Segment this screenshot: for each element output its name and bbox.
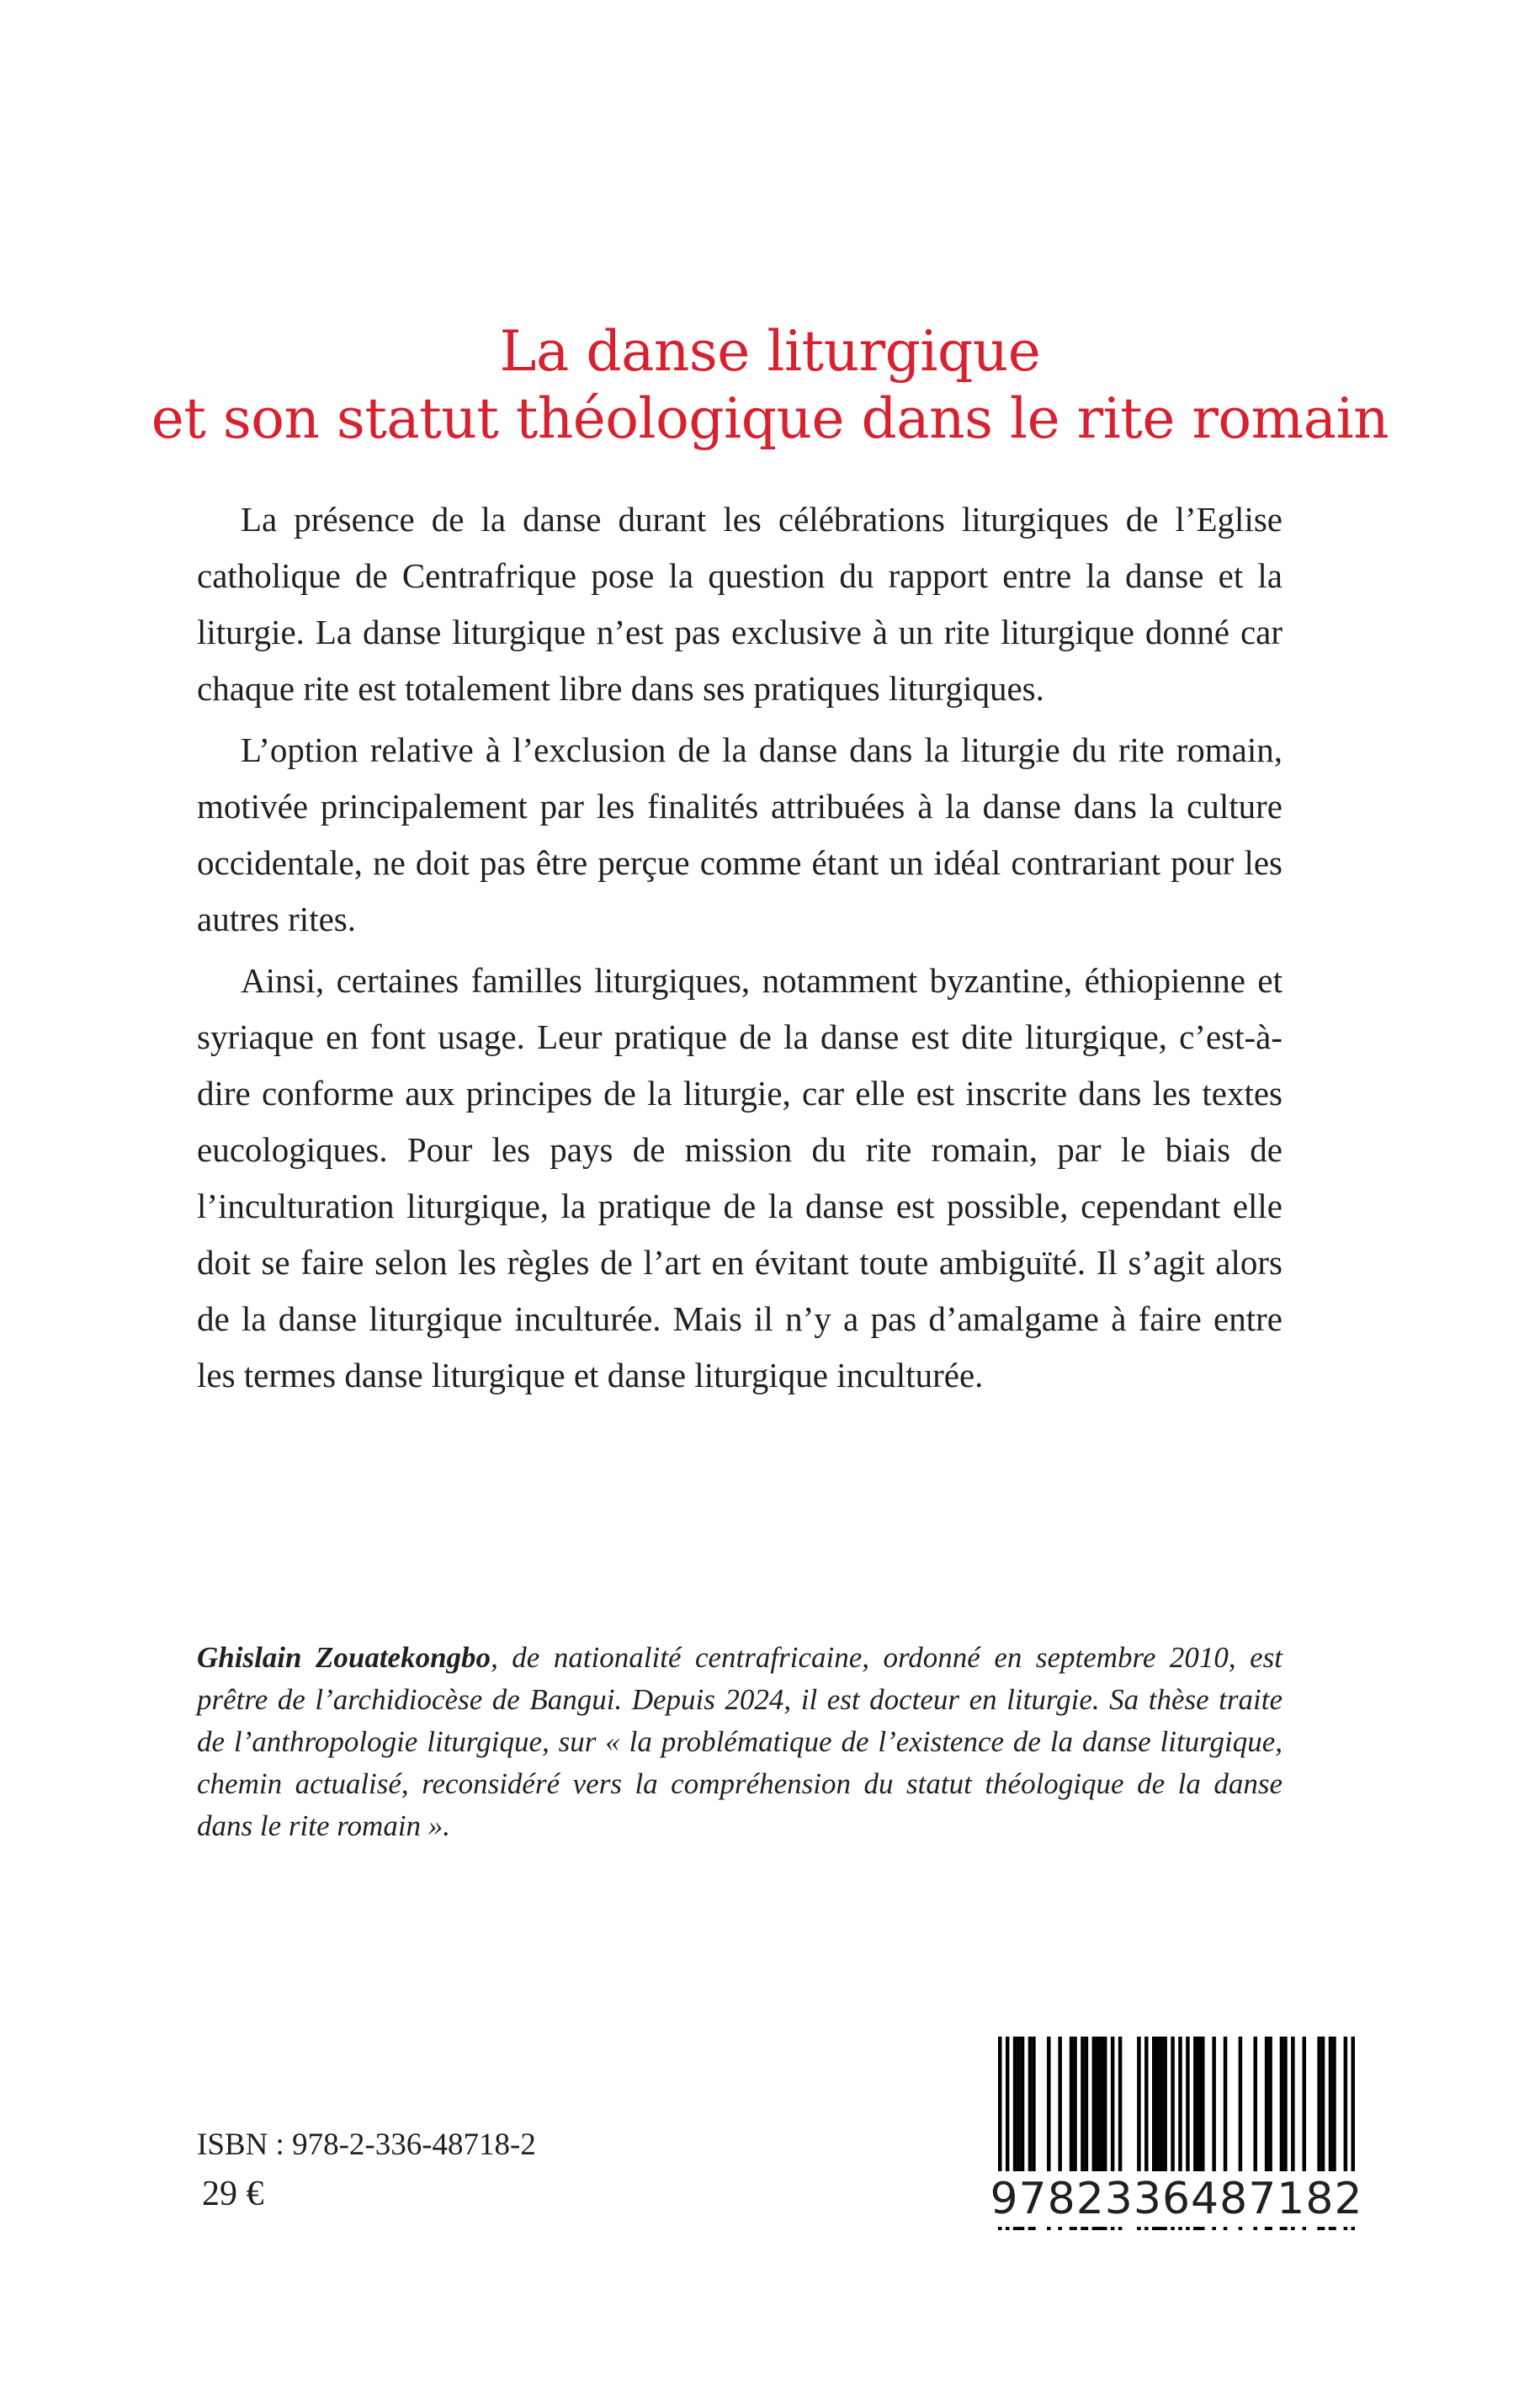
synopsis-paragraph-1: La présence de la danse durant les célébrations liturgiques de l’Eglise catholique de Centrafrique pose la question du rapport entre la danse et la liturgie. La danse liturgique n’est pas exclusive à un rite liturgique donné car chaque rite est totalement libre dans ses pratiques liturgiques. — [197, 500, 1282, 708]
isbn-label: ISBN : 978-2-336-48718-2 — [197, 2127, 536, 2162]
price: 29 € — [202, 2175, 264, 2213]
synopsis-paragraph-3: Ainsi, certaines familles liturgiques, notamment byzantine, éthiopienne et syriaque en font usage. Leur pratique de la danse est dite liturgique, c’est-à-dire conforme aux principes de la liturgie, car elle est inscrite dans les textes eucologiques. Pour les pays de mission du rite romain, par le biais de l’inculturation liturgique, la pratique de la danse est possible, cependant elle doit se faire selon les règles de l’art en évitant toute ambiguïté. Il s’agit alors de la danse liturgique inculturée. Mais il n’y a pas d’amalgame à faire entre les termes danse liturgique et danse liturgique inculturée. — [197, 961, 1282, 1394]
author-name: Ghislain Zouatekongbo — [197, 1641, 491, 1674]
barcode-number: 9782336487182 — [990, 2171, 1363, 2227]
title-line-2: et son statut théologique dans le rite romain — [151, 386, 1389, 451]
book-title — [0, 318, 1540, 453]
author-bio — [197, 1637, 1282, 1847]
author-bio-text: , de nationalité centrafricaine, ordonné en septembre 2010, est prêtre de l’archidiocèse de Bangui. Depuis 2024, il est docteur en liturgie. Sa thèse traite de l’anthropologie liturgique, sur « la problématique de l’existence de la danse liturgique, chemin actualisé, reconsidéré vers la compréhension du statut théologique de la danse dans le rite romain ». — [197, 1641, 1282, 1842]
synopsis-paragraph-2: L’option relative à l’exclusion de la danse dans la liturgie du rite romain, motivée principalement par les finalités attribuées à la danse dans la culture occidentale, ne doit pas être perçue comme étant un idéal contrariant pour les autres rites. — [197, 730, 1282, 938]
synopsis — [197, 491, 1282, 1404]
title-line-1: La danse liturgique — [499, 319, 1041, 384]
